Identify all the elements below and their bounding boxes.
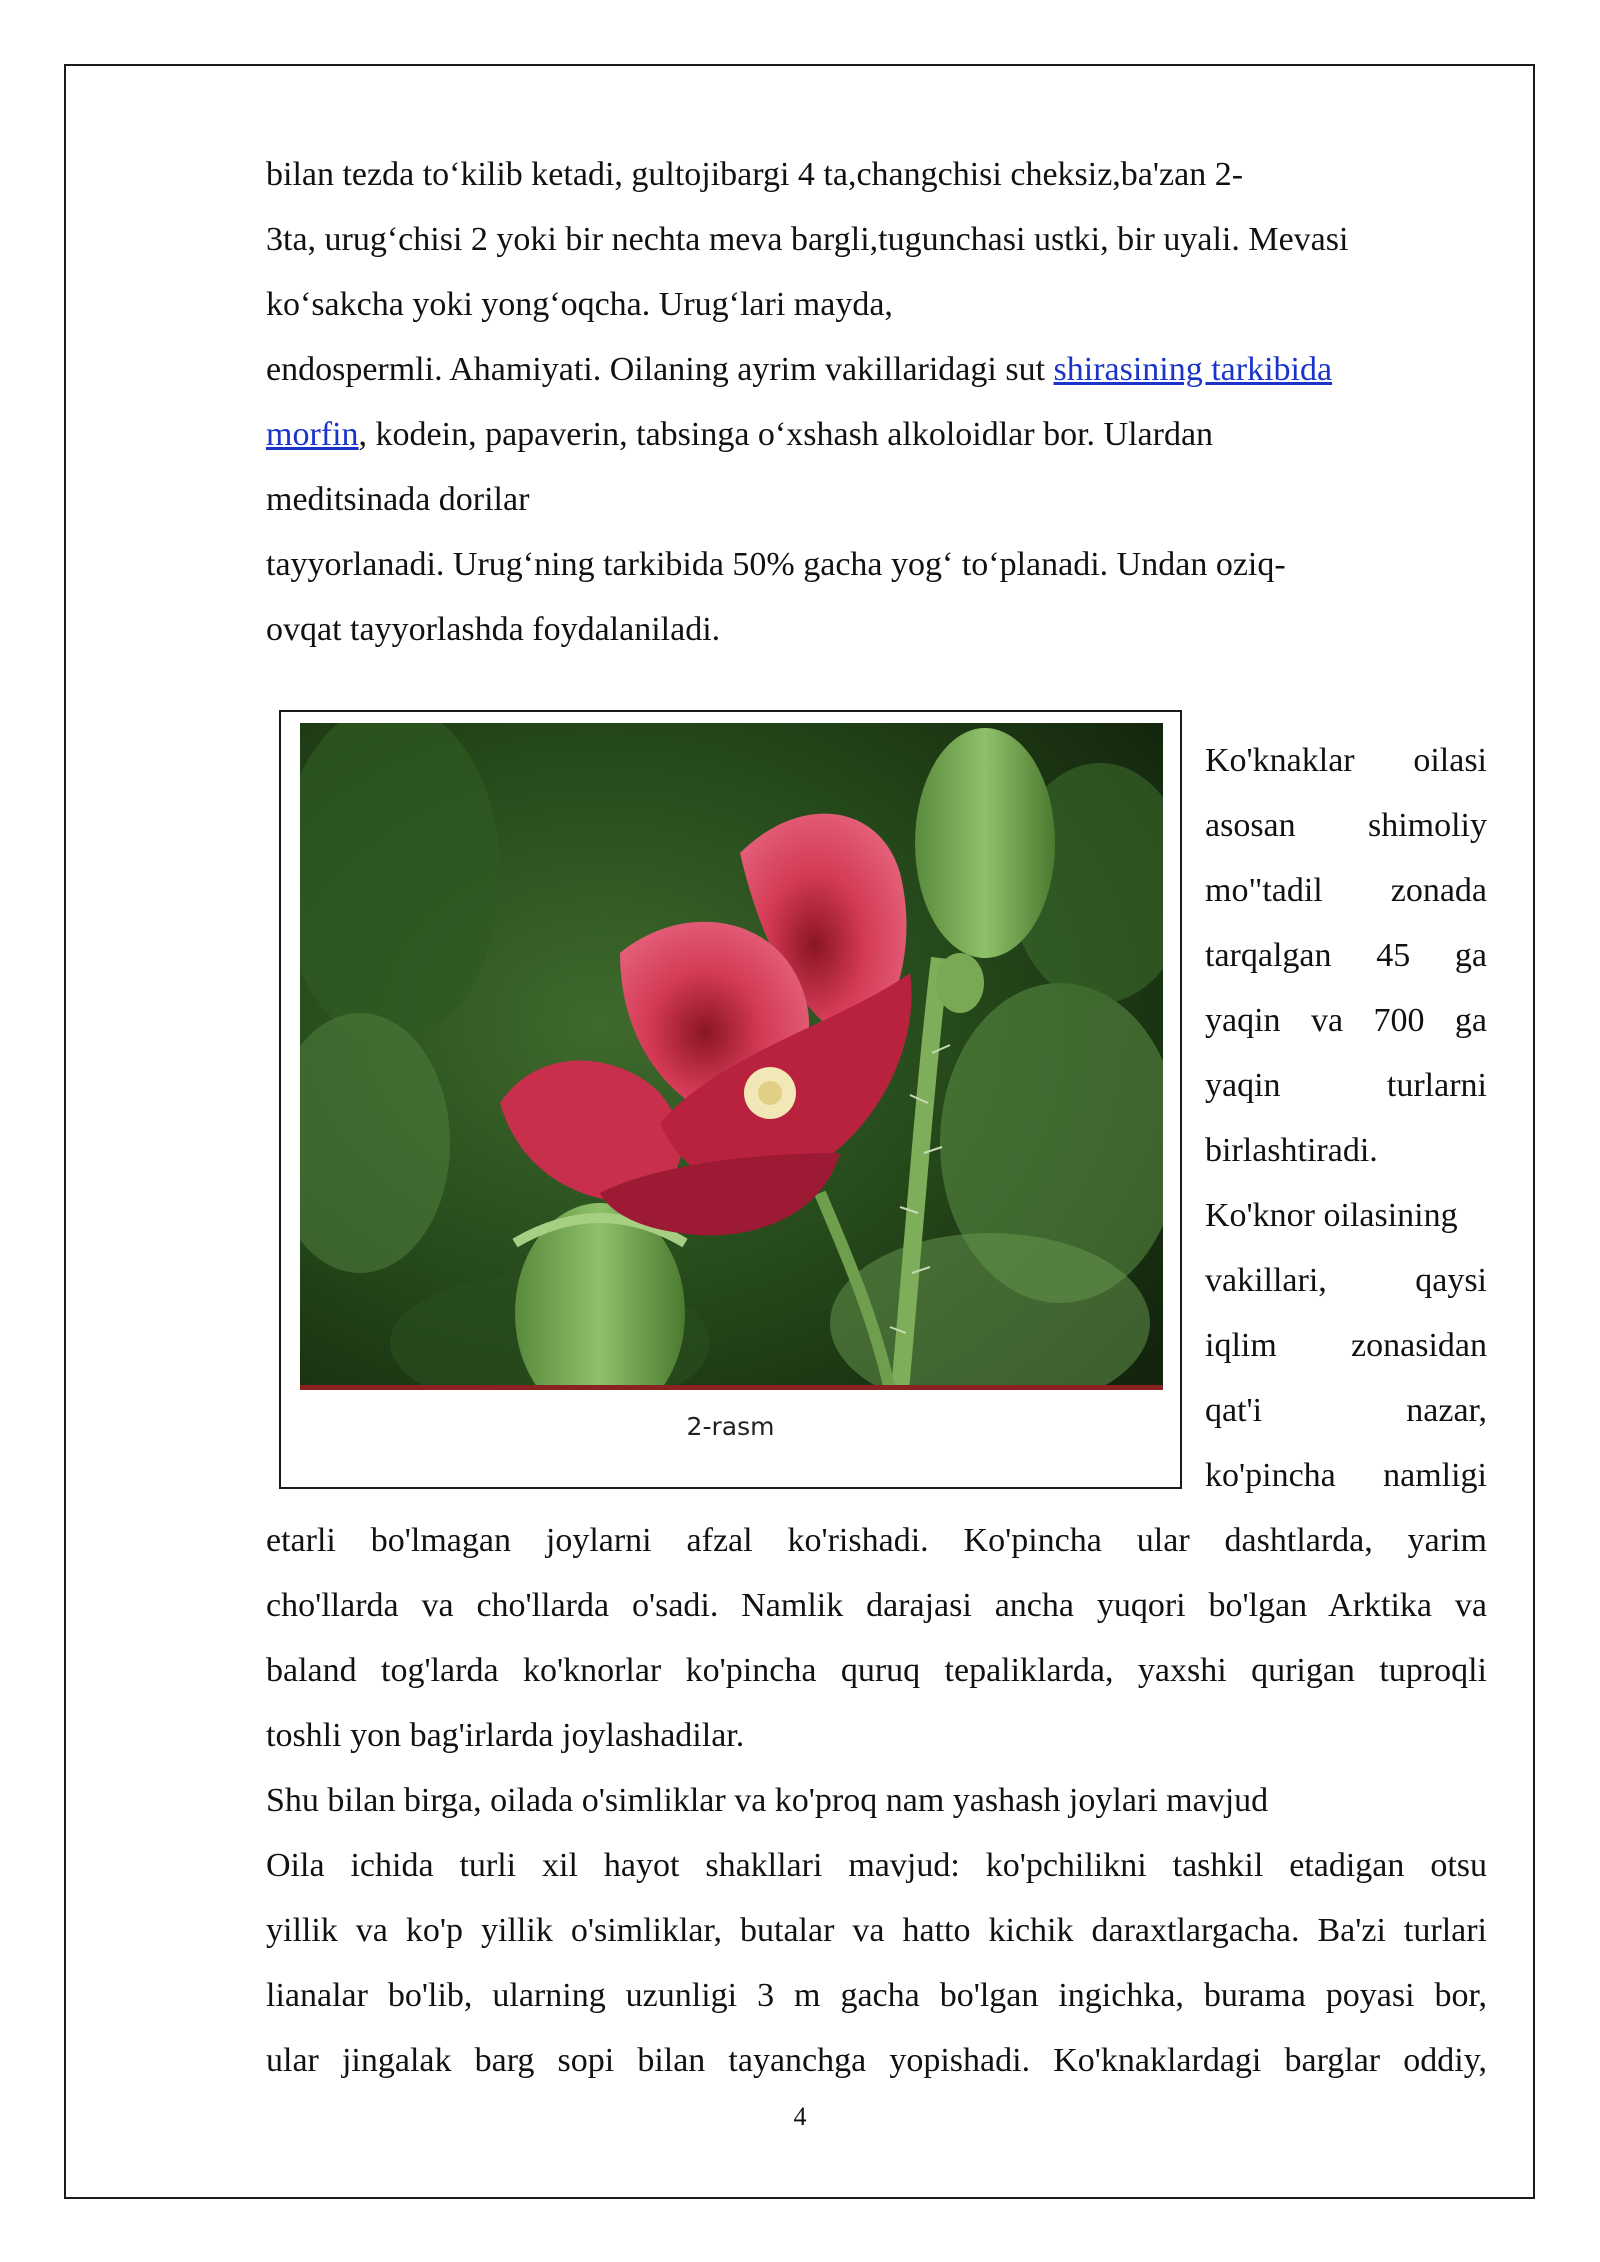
side-column-text (1205, 728, 1487, 1508)
text-line (266, 337, 1487, 402)
body-paragraph (266, 1508, 1487, 2093)
text-line: asosan shimoliy (1205, 807, 1487, 844)
text-line: 3ta, urug‘chisi 2 yoki bir nechta meva bargli,tugunchasi ustki, bir uyali. Mevasi (266, 221, 1349, 258)
text-line: cho'llarda va cho'llarda o'sadi. Namlik darajasi ancha yuqori bo'lgan Arktika va (266, 1587, 1487, 1624)
text-line: meditsinada dorilar (266, 481, 530, 518)
text-line: yaqin va 700 ga (1205, 1002, 1487, 1039)
text-line: Ko'knor oilasining (1205, 1197, 1458, 1234)
text-line: etarli bo'lmagan joylarni afzal ko'rishadi. Ko'pincha ular dashtlarda, yarim (266, 1522, 1487, 1559)
text-line: mo"tadil zonada (1205, 872, 1487, 909)
page-number: 4 (793, 2102, 807, 2131)
text-line: bilan tezda to‘kilib ketadi, gultojibargi 4 ta,changchisi cheksiz,ba'zan 2- (266, 156, 1244, 193)
figure-caption: 2-rasm (686, 1412, 775, 1441)
text-line: ular jingalak barg sopi bilan tayanchga yopishadi. Ko'knaklardagi barglar oddiy, (266, 2042, 1487, 2079)
text-line: lianalar bo'lib, ularning uzunligi 3 m gacha bo'lgan ingichka, burama poyasi bor, (266, 1977, 1487, 2014)
text-line: yillik va ko'p yillik o'simliklar, butalar va hatto kichik daraxtlargacha. Ba'zi turlari (266, 1912, 1487, 1949)
text-line: ko'pincha namligi (1205, 1457, 1487, 1494)
intro-paragraph (266, 142, 1487, 662)
morfin-link[interactable]: shirasining tarkibida (1053, 351, 1333, 388)
text-line: ko‘sakcha yoki yong‘oqcha. Urug‘lari mayda, (266, 286, 893, 323)
text-line: yaqin turlarni (1205, 1067, 1487, 1104)
text-line: baland tog'larda ko'knorlar ko'pincha quruq tepaliklarda, yaxshi qurigan tuproqli (266, 1652, 1487, 1689)
text-line: Oila ichida turli xil hayot shakllari mavjud: ko'pchilikni tashkil etadigan otsu (266, 1847, 1487, 1884)
text-line: birlashtiradi. (1205, 1132, 1378, 1169)
figure-frame (279, 710, 1182, 1489)
text-fragment: endospermli. Ahamiyati. Oilaning ayrim vakillaridagi sut (266, 351, 1054, 388)
text-line: qat'i nazar, (1205, 1392, 1487, 1429)
morfin-link-cont[interactable]: morfin (266, 416, 359, 453)
text-line: tayyorlanadi. Urug‘ning tarkibida 50% gacha yog‘ to‘planadi. Undan oziq- (266, 546, 1286, 583)
text-line (266, 402, 1487, 467)
text-line: vakillari, qaysi (1205, 1262, 1487, 1299)
text-fragment: , kodein, papaverin, tabsinga o‘xshash alkoloidlar bor. Ulardan (358, 416, 1214, 453)
text-line: ovqat tayyorlashda foydalaniladi. (266, 611, 721, 648)
text-line: tarqalgan 45 ga (1205, 937, 1487, 974)
text-line: Ko'knaklar oilasi (1205, 742, 1487, 779)
text-line: iqlim zonasidan (1205, 1327, 1487, 1364)
poppy-photo (300, 723, 1163, 1390)
text-line: Shu bilan birga, oilada o'simliklar va ko'proq nam yashash joylari mavjud (266, 1782, 1269, 1819)
text-line: toshli yon bag'irlarda joylashadilar. (266, 1717, 745, 1754)
